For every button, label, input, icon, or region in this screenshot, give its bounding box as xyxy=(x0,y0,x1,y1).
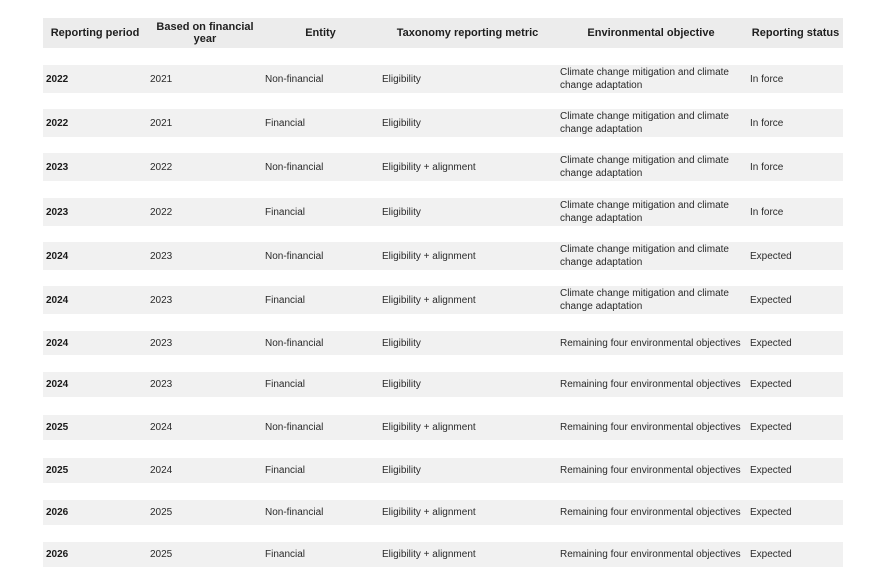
financial-year-cell: 2022 xyxy=(150,161,173,173)
entity-cell: Financial xyxy=(265,294,306,306)
entity-cell: Non-financial xyxy=(265,161,324,173)
entity-cell: Non-financial xyxy=(265,422,324,433)
status-cell: In force xyxy=(750,73,784,85)
reporting-period-cell: 2026 xyxy=(46,507,69,518)
financial-year-cell: 2025 xyxy=(150,507,173,518)
table-row xyxy=(43,198,843,226)
status-cell: In force xyxy=(750,117,784,129)
status-cell: Expected xyxy=(750,294,792,306)
reporting-period-cell: 2022 xyxy=(46,73,69,85)
entity-cell: Financial xyxy=(265,206,306,218)
metric-cell: Eligibility + alignment xyxy=(382,161,476,173)
entity-cell: Non-financial xyxy=(265,507,324,518)
status-cell: Expected xyxy=(750,507,792,518)
objective-cell: Remaining four environmental objectives xyxy=(560,549,741,560)
header-financial-year: Based on financial year xyxy=(156,21,254,45)
reporting-period-cell: 2023 xyxy=(46,206,69,218)
header-entity: Entity xyxy=(305,27,336,39)
reporting-period-cell: 2025 xyxy=(46,422,69,433)
objective-cell: Remaining four environmental objectives xyxy=(560,422,741,433)
table-row xyxy=(43,415,843,440)
metric-cell: Eligibility + alignment xyxy=(382,250,476,262)
entity-cell: Financial xyxy=(265,117,306,129)
objective-cell: Climate change mitigation and climate change adaptation xyxy=(560,200,729,224)
status-cell: Expected xyxy=(750,465,792,476)
objective-cell: Climate change mitigation and climate change adaptation xyxy=(560,155,729,179)
reporting-period-cell: 2024 xyxy=(46,379,69,390)
reporting-period-cell: 2025 xyxy=(46,465,69,476)
metric-cell: Eligibility xyxy=(382,73,421,85)
entity-cell: Financial xyxy=(265,379,306,390)
status-cell: In force xyxy=(750,161,784,173)
entity-cell: Financial xyxy=(265,549,306,560)
financial-year-cell: 2023 xyxy=(150,250,173,262)
table-row xyxy=(43,153,843,181)
metric-cell: Eligibility + alignment xyxy=(382,294,476,306)
metric-cell: Eligibility xyxy=(382,465,421,476)
metric-cell: Eligibility + alignment xyxy=(382,549,476,560)
objective-cell: Remaining four environmental objectives xyxy=(560,337,741,349)
status-cell: Expected xyxy=(750,549,792,560)
table-row xyxy=(43,458,843,483)
objective-cell: Climate change mitigation and climate change adaptation xyxy=(560,111,729,135)
metric-cell: Eligibility xyxy=(382,206,421,218)
objective-cell: Climate change mitigation and climate change adaptation xyxy=(560,244,729,268)
financial-year-cell: 2021 xyxy=(150,73,173,85)
reporting-period-cell: 2024 xyxy=(46,337,69,349)
table-row xyxy=(43,372,843,397)
entity-cell: Financial xyxy=(265,465,306,476)
table-row xyxy=(43,542,843,567)
reporting-period-cell: 2026 xyxy=(46,549,69,560)
reporting-period-cell: 2023 xyxy=(46,161,69,173)
status-cell: Expected xyxy=(750,422,792,433)
objective-cell: Remaining four environmental objectives xyxy=(560,465,741,476)
table-row xyxy=(43,242,843,270)
reporting-period-cell: 2024 xyxy=(46,294,69,306)
objective-cell: Climate change mitigation and climate change adaptation xyxy=(560,67,729,91)
reporting-period-cell: 2024 xyxy=(46,250,69,262)
reporting-period-cell: 2022 xyxy=(46,117,69,129)
status-cell: In force xyxy=(750,206,784,218)
financial-year-cell: 2023 xyxy=(150,294,173,306)
financial-year-cell: 2023 xyxy=(150,337,173,349)
header-environmental-objective: Environmental objective xyxy=(587,27,715,39)
objective-cell: Remaining four environmental objectives xyxy=(560,507,741,518)
status-cell: Expected xyxy=(750,250,792,262)
metric-cell: Eligibility xyxy=(382,337,421,349)
metric-cell: Eligibility xyxy=(382,117,421,129)
financial-year-cell: 2023 xyxy=(150,379,173,390)
entity-cell: Non-financial xyxy=(265,337,324,349)
header-taxonomy-metric: Taxonomy reporting metric xyxy=(396,27,539,39)
metric-cell: Eligibility xyxy=(382,379,421,390)
entity-cell: Non-financial xyxy=(265,73,324,85)
objective-cell: Climate change mitigation and climate change adaptation xyxy=(560,288,729,312)
header-reporting-period: Reporting period xyxy=(50,27,140,39)
financial-year-cell: 2021 xyxy=(150,117,173,129)
financial-year-cell: 2024 xyxy=(150,422,173,433)
metric-cell: Eligibility + alignment xyxy=(382,422,476,433)
financial-year-cell: 2024 xyxy=(150,465,173,476)
table-row xyxy=(43,286,843,314)
metric-cell: Eligibility + alignment xyxy=(382,507,476,518)
header-reporting-status: Reporting status xyxy=(751,27,840,39)
table-header xyxy=(43,18,843,48)
table-row xyxy=(43,65,843,93)
financial-year-cell: 2022 xyxy=(150,206,173,218)
table-row xyxy=(43,109,843,137)
status-cell: Expected xyxy=(750,379,792,390)
status-cell: Expected xyxy=(750,337,792,349)
table-row xyxy=(43,500,843,525)
objective-cell: Remaining four environmental objectives xyxy=(560,379,741,390)
financial-year-cell: 2025 xyxy=(150,549,173,560)
table-row xyxy=(43,331,843,355)
entity-cell: Non-financial xyxy=(265,250,324,262)
